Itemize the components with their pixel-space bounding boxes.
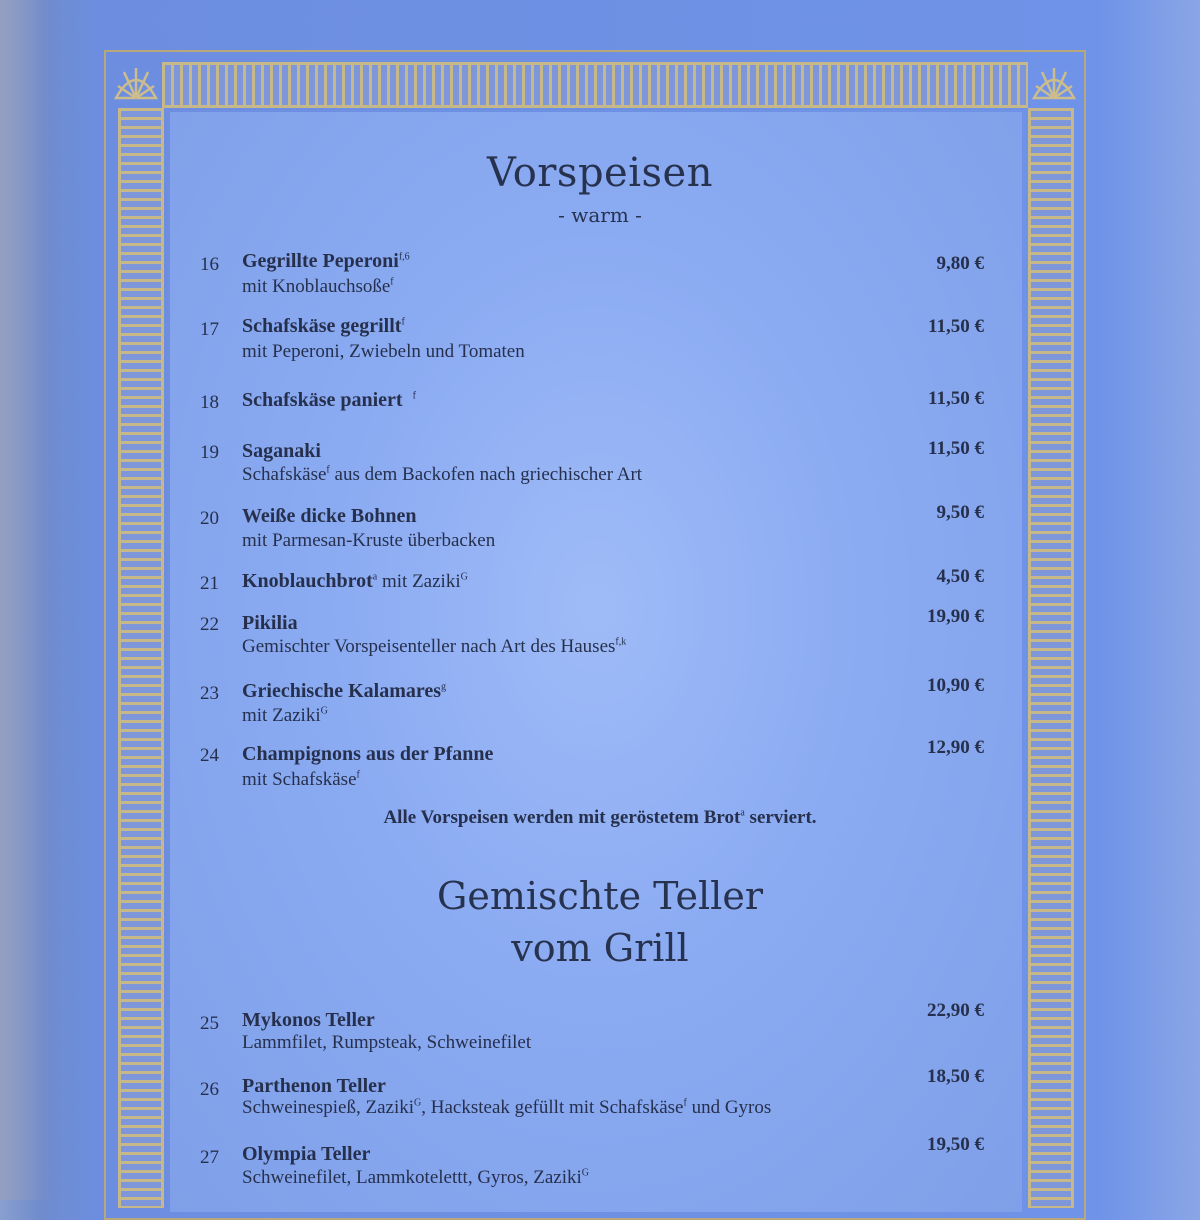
item-price: 22,90 € — [927, 1000, 984, 1021]
item-number: 22 — [200, 614, 219, 635]
greek-key-border-right — [1028, 108, 1074, 1208]
item-description: mit Zaziki$^G$ — [242, 705, 328, 726]
item-name: Schafskäse paniert $^f$ — [242, 389, 416, 411]
item-price: 11,50 € — [928, 438, 984, 459]
section-subtitle-warm: - warm - — [558, 203, 642, 227]
shell-icon — [1028, 58, 1080, 104]
item-price: 12,90 € — [927, 737, 984, 758]
item-description: Schweinespieß, Zaziki$^G$, Hacksteak gefüllt mit Schafskäse$^f$ und Gyros — [242, 1097, 772, 1118]
section-title-vorspeisen: Vorspeisen — [487, 150, 713, 196]
item-name: Mykonos Teller — [242, 1009, 375, 1031]
item-number: 26 — [200, 1079, 219, 1100]
item-name: Gegrillte Peperoni$^{f,6}$ — [242, 250, 410, 272]
item-name: Schafskäse gegrillt$^f$ — [242, 315, 405, 337]
item-price: 4,50 € — [936, 566, 984, 587]
greek-key-border-left — [118, 108, 164, 1208]
item-number: 19 — [200, 442, 219, 463]
greek-key-border-top — [162, 62, 1028, 108]
item-price: 18,50 € — [927, 1066, 984, 1087]
item-name: Champignons aus der Pfanne — [242, 743, 494, 765]
item-price: 10,90 € — [927, 675, 984, 696]
item-number: 17 — [200, 319, 219, 340]
item-price: 11,50 € — [928, 316, 984, 337]
item-name: Saganaki — [242, 440, 321, 462]
item-number: 25 — [200, 1013, 219, 1034]
shell-icon — [110, 58, 162, 104]
item-price: 9,80 € — [936, 253, 984, 274]
item-name: Olympia Teller — [242, 1143, 371, 1165]
item-number: 18 — [200, 392, 219, 413]
item-price: 11,50 € — [928, 388, 984, 409]
item-number: 27 — [200, 1147, 219, 1168]
section-title-gemischte-teller: Gemischte Teller — [437, 874, 763, 918]
item-description: Schafskäse$^f$ aus dem Backofen nach griechischer Art — [242, 464, 643, 485]
item-price: 19,50 € — [927, 1134, 984, 1155]
item-description: mit Schafskäse$^f$ — [242, 769, 360, 790]
item-number: 16 — [200, 254, 219, 275]
item-number: 21 — [200, 573, 219, 594]
item-description: mit Peperoni, Zwiebeln und Tomaten — [242, 341, 525, 362]
vorspeisen-footnote: Alle Vorspeisen werden mit geröstetem Brot$^a$ serviert. — [383, 807, 817, 828]
item-name: Weiße dicke Bohnen — [242, 505, 417, 527]
item-number: 24 — [200, 745, 219, 766]
item-name: Pikilia — [242, 612, 298, 634]
item-name: Griechische Kalamares$^g$ — [242, 680, 447, 702]
item-description: mit Parmesan-Kruste überbacken — [242, 530, 496, 551]
item-description: mit Knoblauchsoße$^f$ — [242, 276, 394, 297]
item-name: Parthenon Teller — [242, 1075, 386, 1097]
item-description: Gemischter Vorspeisenteller nach Art des Hauses$^{f,k}$ — [242, 636, 627, 657]
section-title-vom-grill: vom Grill — [511, 926, 689, 970]
item-price: 19,90 € — [927, 606, 984, 627]
item-description: Schweinefilet, Lammkotelettt, Gyros, Zaziki$^G$ — [242, 1167, 590, 1188]
item-description: Lammfilet, Rumpsteak, Schweinefilet — [242, 1032, 532, 1053]
item-price: 9,50 € — [936, 502, 984, 523]
item-name: Knoblauchbrot$^a$ mit Zaziki$^G$ — [242, 570, 468, 592]
item-number: 20 — [200, 508, 219, 529]
item-number: 23 — [200, 683, 219, 704]
